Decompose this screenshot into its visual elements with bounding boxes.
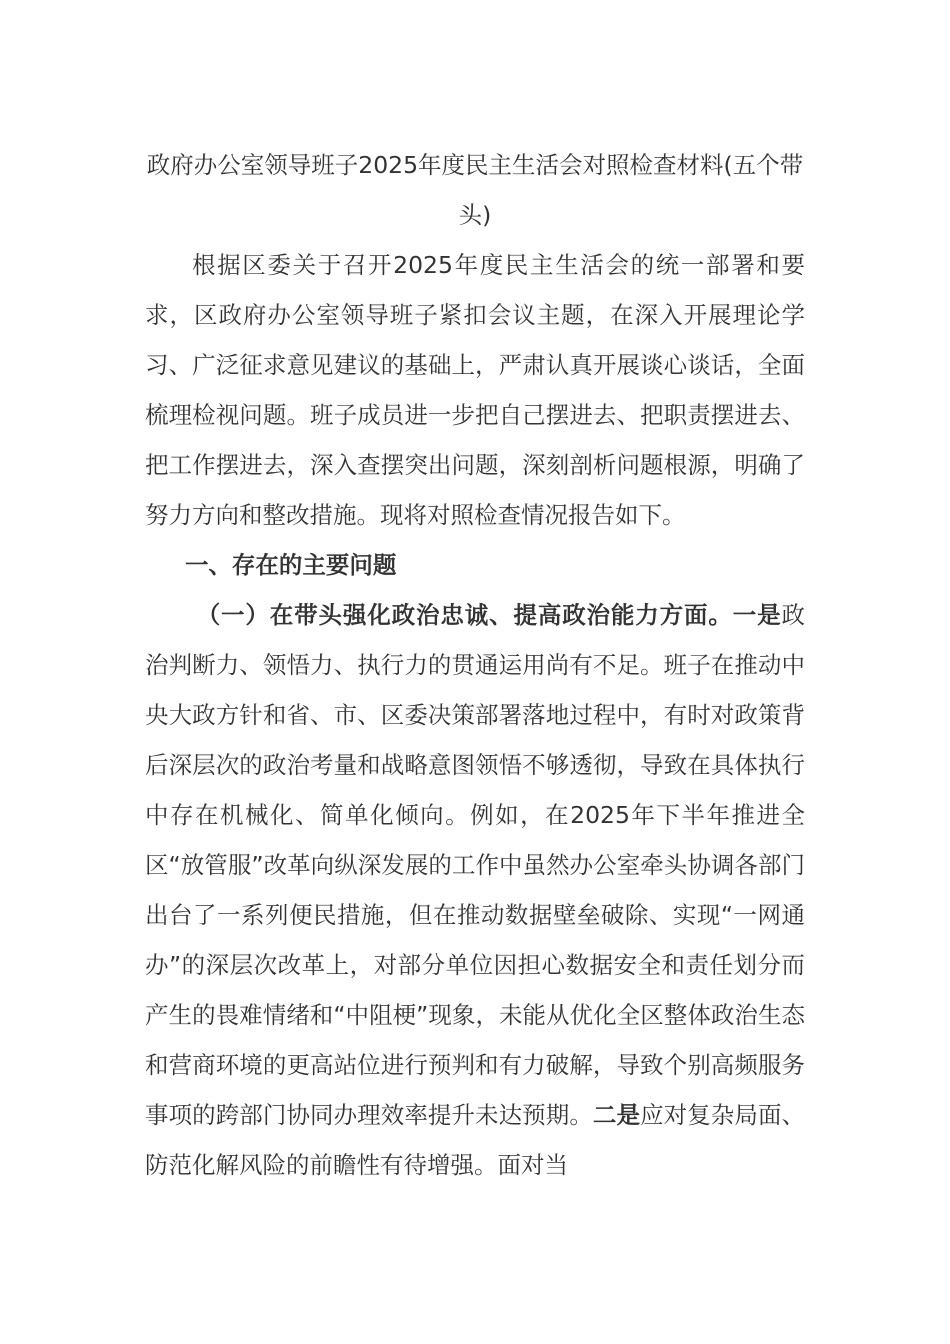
point-2-label: 二是 bbox=[592, 1101, 641, 1129]
section-heading-1: 一、存在的主要问题 bbox=[184, 551, 397, 579]
document-page bbox=[145, 140, 805, 1190]
problem-paragraph-1 bbox=[145, 590, 805, 1190]
subsection-heading-1: （一）在带头强化政治忠诚、提高政治能力方面。 bbox=[196, 601, 733, 629]
point-1-text: 政治判断力、领悟力、执行力的贯通运用尚有不足。班子在推动中央大政方针和省、市、区委决策部署落地过程中，有时对政策背后深层次的政治考量和战略意图领悟不够透彻，导致在具体执行中存在机械化、简单化倾向。例如，在2025年下半年推进全区“放管服”改革向纵深发展的工作中虽然办公室牵头协调各部门出台了一系列便民措施，但在推动数据壁垒破除、实现“一网通办”的深层次改革上，对部分单位因担心数据安全和责任划分而产生的畏难情绪和“中阻梗”现象，未能从优化全区整体政治生态和营商环境的更高站位进行预判和有力破解，导致个别高频服务事项的跨部门协同办理效率提升未达预期。 bbox=[145, 601, 805, 1129]
point-1-label: 一是 bbox=[732, 601, 782, 629]
point-2-text: 应对复杂局面、防范化解风险的前瞻性有待增强。面对当 bbox=[145, 1101, 806, 1179]
intro-paragraph: 根据区委关于召开2025年度民主生活会的统一部署和要求，区政府办公室领导班子紧扣会议主题，在深入开展理论学习、广泛征求意见建议的基础上，严肃认真开展谈心谈话，全面梳理检视问题。班子成员进一步把自己摆进去、把职责摆进去、把工作摆进去，深入查摆突出问题，深刻剖析问题根源，明确了努力方向和整改措施。现将对照检查情况报告如下。 bbox=[145, 251, 805, 529]
document-title: 政府办公室领导班子2025年度民主生活会对照检查材料(五个带头) bbox=[146, 151, 804, 229]
